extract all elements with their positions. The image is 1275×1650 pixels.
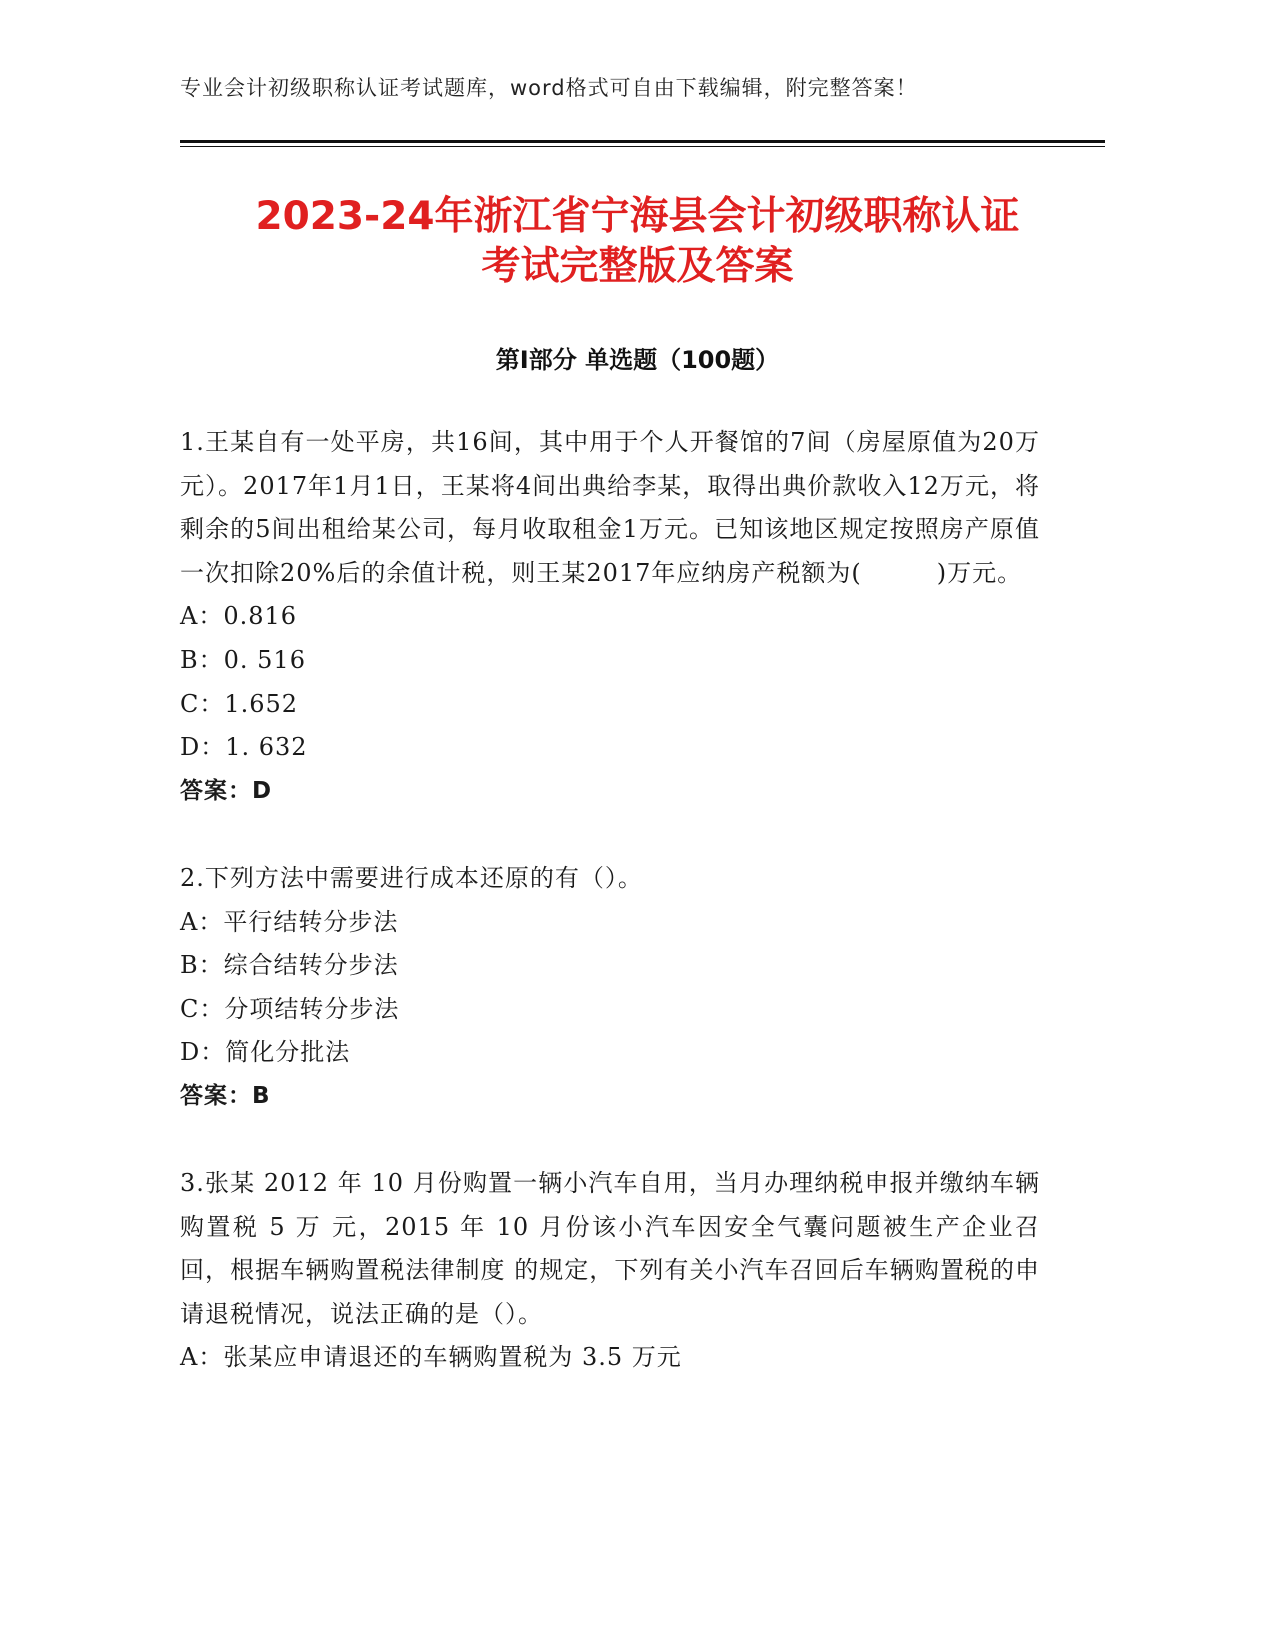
option-c: C：1.652 <box>180 689 299 718</box>
header-rule-thick <box>180 140 1105 143</box>
question-stem: 1.王某自有一处平房，共16间，其中用于个人开餐馆的7间（房屋原值为20万元）。2017年1月1日，王某将4间出典给李某，取得出典价款收入12万元，将剩余的5间出租给某公司，每月收取租金1万元。已知该地区规定按照房产原值一次扣除20%后的余值计税，则王某2017年应纳房产税额为( )万元。 <box>180 428 1040 587</box>
document-title <box>180 192 1095 292</box>
title-line-1: 2023-24年浙江省宁海县会计初级职称认证 <box>255 194 1020 239</box>
question-stem: 2.下列方法中需要进行成本还原的有（）。 <box>180 863 643 892</box>
question-stem: 3.张某 2012 年 10 月份购置一辆小汽车自用，当月办理纳税申报并缴纳车辆购置税 5 万 元，2015 年 10 月份该小汽车因安全气囊问题被生产企业召回，根据车辆购置税法律制度 的规定，下列有关小汽车召回后车辆购置税的申请退税情况，说法正确的是（）。 <box>180 1169 1040 1328</box>
option-b: B：0. 516 <box>180 645 306 674</box>
option-c: C：分项结转分步法 <box>180 994 400 1023</box>
question-list <box>180 421 1040 1424</box>
option-a: A：张某应申请退还的车辆购置税为 3.5 万元 <box>180 1343 682 1372</box>
header-note: 专业会计初级职称认证考试题库，word格式可自由下载编辑，附完整答案！ <box>180 76 918 100</box>
option-a: A：0.816 <box>180 602 298 631</box>
option-a: A：平行结转分步法 <box>180 907 399 936</box>
option-d: D：简化分批法 <box>180 1038 351 1067</box>
question-3 <box>180 1162 1040 1380</box>
header-rule-thin <box>180 146 1105 147</box>
section-title: 第Ⅰ部分 单选题（100题） <box>495 346 780 374</box>
question-1 <box>180 421 1040 813</box>
title-line-2: 考试完整版及答案 <box>481 244 794 289</box>
option-b: B：综合结转分步法 <box>180 951 399 980</box>
question-2 <box>180 857 1040 1119</box>
answer-label: 答案：B <box>180 1082 271 1109</box>
option-d: D：1. 632 <box>180 733 308 762</box>
answer-label: 答案：D <box>180 777 273 804</box>
